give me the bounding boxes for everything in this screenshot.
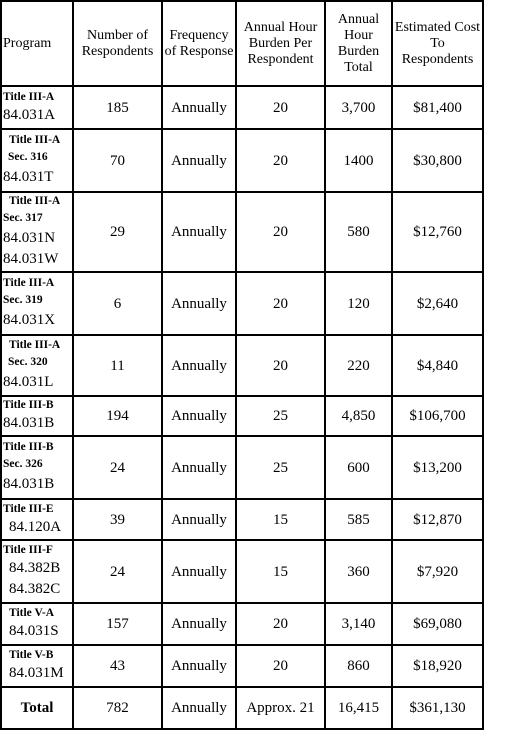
table-row bbox=[1, 192, 483, 272]
total-respondents: 782 bbox=[73, 687, 162, 729]
frequency-cell: Annually bbox=[162, 396, 236, 436]
program-title: Title III-A bbox=[9, 195, 61, 207]
header-frequency: Frequency of Response bbox=[162, 1, 236, 86]
program-code: 84.031S bbox=[9, 623, 59, 639]
burden-per-cell: 20 bbox=[236, 192, 325, 272]
table-row bbox=[1, 645, 483, 687]
cost-cell: $2,640 bbox=[392, 272, 483, 335]
respondents-cell: 70 bbox=[73, 129, 162, 192]
total-cost: $361,130 bbox=[392, 687, 483, 729]
program-title: Title V-A bbox=[9, 607, 55, 619]
cost-cell: $106,700 bbox=[392, 396, 483, 436]
header-row bbox=[1, 1, 483, 86]
program-title: Title III-A bbox=[3, 277, 55, 289]
total-label: Total bbox=[1, 687, 73, 729]
total-row bbox=[1, 687, 483, 729]
frequency-cell: Annually bbox=[162, 272, 236, 335]
program-code: 84.031M bbox=[9, 665, 64, 681]
program-code: 84.031N bbox=[3, 230, 56, 246]
burden-per-cell: 20 bbox=[236, 86, 325, 129]
burden-per-cell: 20 bbox=[236, 129, 325, 192]
frequency-cell: Annually bbox=[162, 86, 236, 129]
program-title: Title III-B bbox=[3, 441, 54, 453]
program-cell bbox=[1, 603, 73, 645]
respondents-cell: 157 bbox=[73, 603, 162, 645]
cost-cell: $30,800 bbox=[392, 129, 483, 192]
respondents-cell: 39 bbox=[73, 499, 162, 540]
table-row bbox=[1, 86, 483, 129]
burden-per-cell: 20 bbox=[236, 603, 325, 645]
burden-total-cell: 3,700 bbox=[325, 86, 392, 129]
cost-cell: $13,200 bbox=[392, 436, 483, 499]
program-title: Title III-F bbox=[3, 544, 53, 556]
table-row bbox=[1, 335, 483, 396]
respondents-cell: 29 bbox=[73, 192, 162, 272]
frequency-cell: Annually bbox=[162, 603, 236, 645]
program-section: Sec. 317 bbox=[3, 212, 43, 224]
program-code: 84.120A bbox=[9, 518, 62, 535]
frequency-cell: Annually bbox=[162, 436, 236, 499]
burden-per-cell: 15 bbox=[236, 540, 325, 603]
respondents-cell: 6 bbox=[73, 272, 162, 335]
burden-total-cell: 860 bbox=[325, 645, 392, 687]
program-cell bbox=[1, 540, 73, 603]
respondents-cell: 24 bbox=[73, 540, 162, 603]
burden-per-cell: 20 bbox=[236, 272, 325, 335]
respondents-cell: 43 bbox=[73, 645, 162, 687]
cost-cell: $81,400 bbox=[392, 86, 483, 129]
program-section: Sec. 319 bbox=[3, 294, 43, 306]
frequency-cell: Annually bbox=[162, 129, 236, 192]
program-code: 84.031B bbox=[3, 415, 55, 431]
program-cell bbox=[1, 499, 73, 540]
program-code: 84.382B bbox=[9, 560, 61, 576]
program-title: Title III-A bbox=[9, 339, 61, 351]
table-row bbox=[1, 396, 483, 436]
respondents-cell: 11 bbox=[73, 335, 162, 396]
program-section: Sec. 316 bbox=[8, 151, 48, 163]
program-code: 84.031A bbox=[3, 106, 56, 123]
frequency-cell: Annually bbox=[162, 192, 236, 272]
program-code: 84.031L bbox=[3, 374, 54, 390]
table-row bbox=[1, 499, 483, 540]
burden-total-cell: 580 bbox=[325, 192, 392, 272]
burden-total-cell: 585 bbox=[325, 499, 392, 540]
program-title: Title III-A bbox=[3, 90, 55, 103]
program-code: 84.031X bbox=[3, 312, 56, 328]
table-body bbox=[1, 86, 483, 687]
burden-total-cell: 1400 bbox=[325, 129, 392, 192]
burden-total-cell: 220 bbox=[325, 335, 392, 396]
total-burden-total: 16,415 bbox=[325, 687, 392, 729]
program-title: Title III-E bbox=[3, 502, 54, 515]
program-cell bbox=[1, 86, 73, 129]
header-program: Program bbox=[1, 1, 73, 86]
program-code: 84.031B bbox=[3, 476, 55, 492]
program-cell bbox=[1, 645, 73, 687]
total-burden-per: Approx. 21 bbox=[236, 687, 325, 729]
burden-total-cell: 120 bbox=[325, 272, 392, 335]
program-cell bbox=[1, 192, 73, 272]
respondents-cell: 185 bbox=[73, 86, 162, 129]
cost-cell: $4,840 bbox=[392, 335, 483, 396]
total-frequency: Annually bbox=[162, 687, 236, 729]
program-code: 84.031T bbox=[3, 169, 54, 185]
burden-per-cell: 25 bbox=[236, 436, 325, 499]
respondents-cell: 24 bbox=[73, 436, 162, 499]
program-title: Title V-B bbox=[9, 649, 54, 661]
program-section: Sec. 320 bbox=[8, 356, 48, 368]
frequency-cell: Annually bbox=[162, 499, 236, 540]
program-cell bbox=[1, 129, 73, 192]
header-burden-total: Annual Hour Burden Total bbox=[325, 1, 392, 86]
burden-total-cell: 4,850 bbox=[325, 396, 392, 436]
table-row bbox=[1, 603, 483, 645]
burden-per-cell: 15 bbox=[236, 499, 325, 540]
program-section: Sec. 326 bbox=[3, 458, 43, 470]
table-row bbox=[1, 540, 483, 603]
cost-cell: $7,920 bbox=[392, 540, 483, 603]
cost-cell: $12,760 bbox=[392, 192, 483, 272]
header-burden-per: Annual Hour Burden Per Respondent bbox=[236, 1, 325, 86]
cost-cell: $18,920 bbox=[392, 645, 483, 687]
program-cell bbox=[1, 436, 73, 499]
burden-total-cell: 3,140 bbox=[325, 603, 392, 645]
program-code: 84.382C bbox=[9, 581, 61, 597]
table-row bbox=[1, 436, 483, 499]
respondents-cell: 194 bbox=[73, 396, 162, 436]
table-row bbox=[1, 129, 483, 192]
program-title: Title III-A bbox=[9, 134, 61, 146]
header-respondents: Number of Respondents bbox=[73, 1, 162, 86]
program-cell bbox=[1, 396, 73, 436]
program-cell bbox=[1, 272, 73, 335]
frequency-cell: Annually bbox=[162, 335, 236, 396]
header-cost: Estimated Cost To Respondents bbox=[392, 1, 483, 86]
burden-total-cell: 360 bbox=[325, 540, 392, 603]
program-cell bbox=[1, 335, 73, 396]
program-title: Title III-B bbox=[3, 399, 54, 411]
burden-per-cell: 20 bbox=[236, 335, 325, 396]
frequency-cell: Annually bbox=[162, 540, 236, 603]
cost-cell: $69,080 bbox=[392, 603, 483, 645]
burden-total-cell: 600 bbox=[325, 436, 392, 499]
burden-per-cell: 25 bbox=[236, 396, 325, 436]
frequency-cell: Annually bbox=[162, 645, 236, 687]
program-code: 84.031W bbox=[3, 251, 59, 267]
cost-cell: $12,870 bbox=[392, 499, 483, 540]
table-row bbox=[1, 272, 483, 335]
burden-per-cell: 20 bbox=[236, 645, 325, 687]
